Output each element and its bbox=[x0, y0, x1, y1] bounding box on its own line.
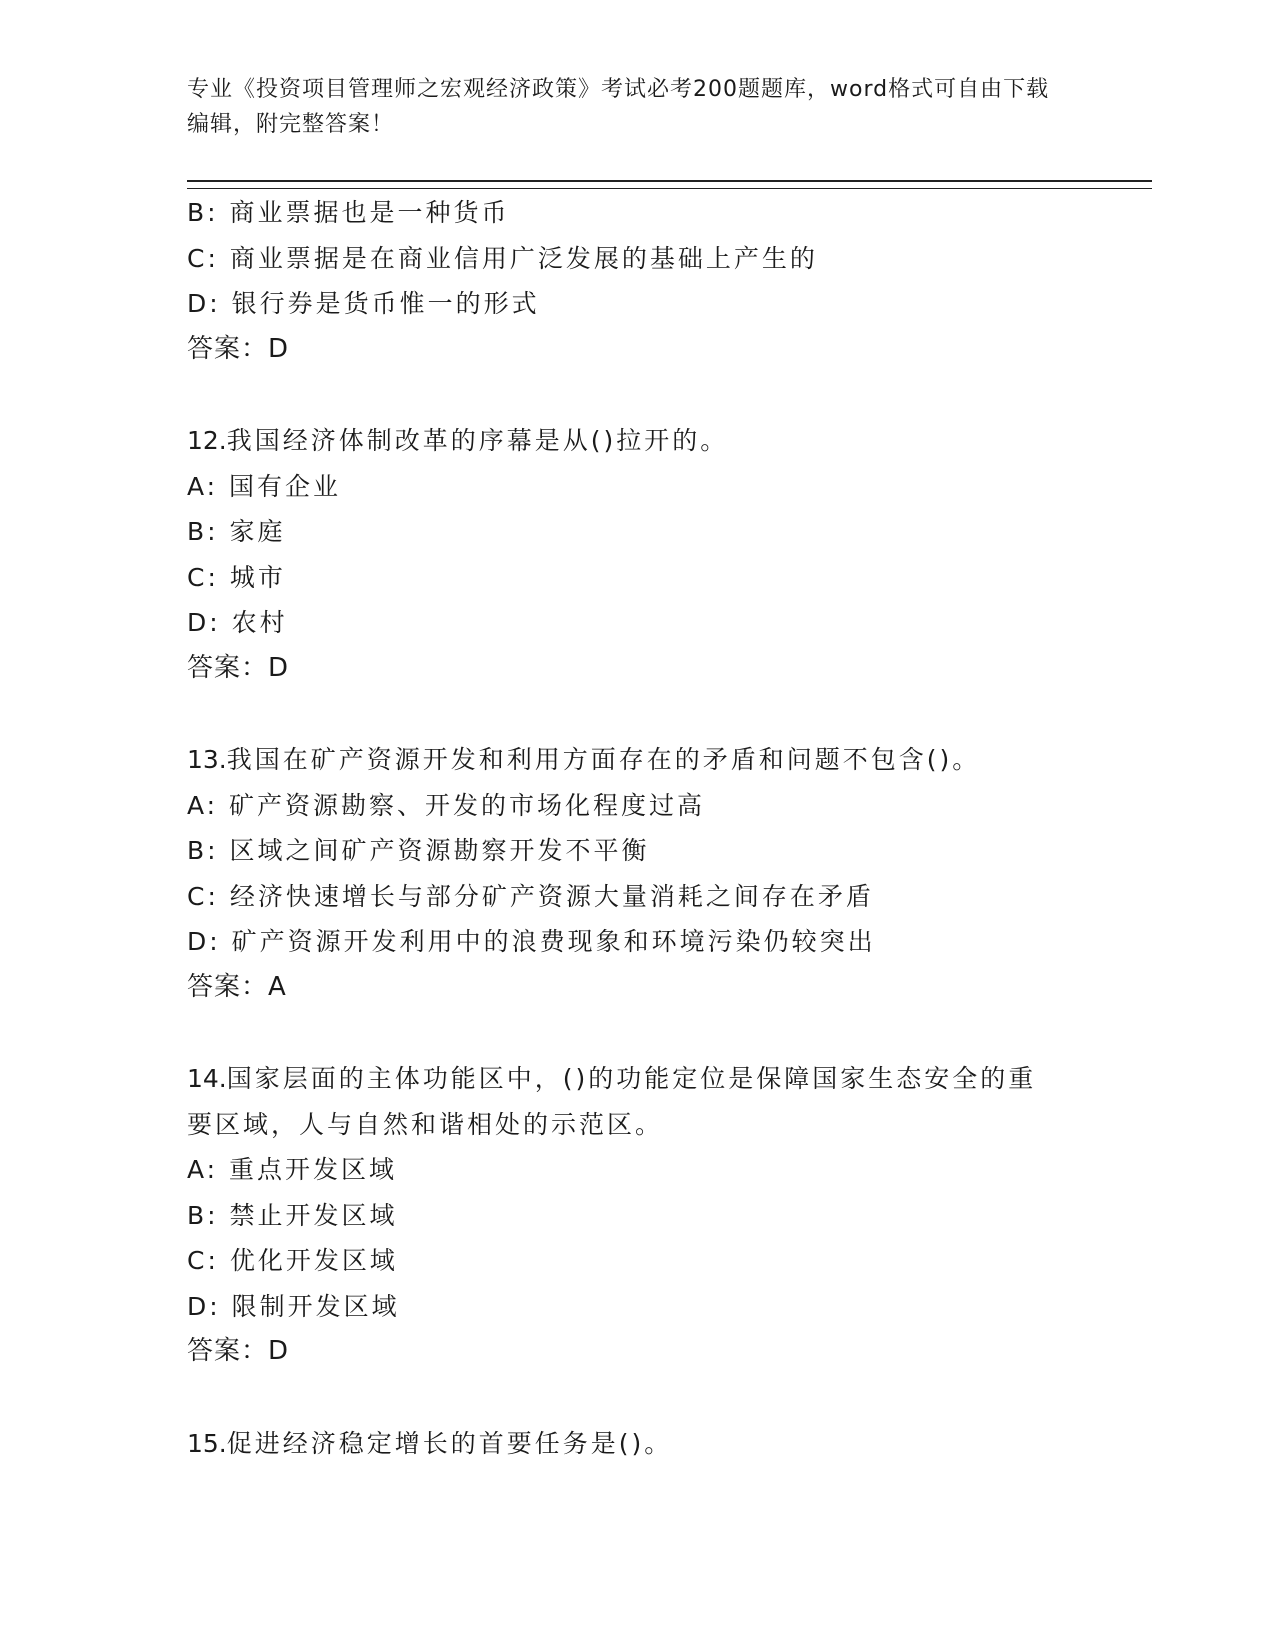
option-a bbox=[187, 783, 1107, 829]
option-letter: A: bbox=[187, 1155, 219, 1184]
option-text: 商业票据是在商业信用广泛发展的基础上产生的 bbox=[229, 243, 818, 273]
question-text: 促进经济稳定增长的首要任务是()。 bbox=[226, 1428, 673, 1458]
option-d bbox=[187, 1284, 1107, 1330]
answer-value: D bbox=[268, 1336, 290, 1366]
header-divider bbox=[187, 180, 1152, 189]
answer-line bbox=[187, 646, 1107, 692]
option-text: 矿产资源开发利用中的浪费现象和环境污染仍较突出 bbox=[231, 927, 876, 956]
spacer bbox=[187, 372, 1107, 418]
option-letter: C: bbox=[187, 562, 219, 592]
option-text: 农村 bbox=[231, 608, 288, 637]
answer-label: 答案： bbox=[187, 652, 269, 683]
answer-label: 答案： bbox=[187, 1336, 269, 1366]
option-d bbox=[187, 281, 1107, 327]
option-letter: B: bbox=[187, 198, 219, 227]
option-letter: A: bbox=[187, 471, 219, 501]
answer-line bbox=[187, 1329, 1107, 1375]
question-11-remainder bbox=[187, 190, 1107, 372]
spacer bbox=[187, 1010, 1107, 1056]
question-12 bbox=[187, 418, 1107, 691]
answer-line bbox=[187, 327, 1107, 373]
option-letter: D: bbox=[187, 927, 221, 956]
option-text: 经济快速增长与部分矿产资源大量消耗之间存在矛盾 bbox=[229, 881, 874, 911]
option-b bbox=[187, 190, 1107, 236]
option-text: 禁止开发区域 bbox=[229, 1200, 398, 1230]
answer-label: 答案： bbox=[187, 333, 269, 364]
answer-label: 答案： bbox=[187, 971, 269, 1002]
question-13 bbox=[187, 737, 1107, 1010]
option-d bbox=[187, 600, 1107, 646]
document-header bbox=[187, 72, 1067, 142]
option-text: 矿产资源勘察、开发的市场化程度过高 bbox=[229, 790, 706, 820]
option-letter: D: bbox=[187, 1291, 221, 1321]
option-d bbox=[187, 919, 1107, 965]
option-text: 家庭 bbox=[229, 517, 286, 546]
option-letter: C: bbox=[187, 243, 219, 273]
question-list bbox=[187, 190, 1107, 1466]
option-letter: D: bbox=[187, 289, 221, 318]
option-b bbox=[187, 828, 1107, 874]
spacer bbox=[187, 691, 1107, 737]
option-c bbox=[187, 555, 1107, 601]
option-text: 国有企业 bbox=[229, 471, 342, 501]
question-text: 我国在矿产资源开发和利用方面存在的矛盾和问题不包含()。 bbox=[226, 745, 981, 774]
question-text: 我国经济体制改革的序幕是从()拉开的。 bbox=[226, 426, 729, 455]
option-text: 区域之间矿产资源勘察开发不平衡 bbox=[229, 836, 650, 865]
question-text: 国家层面的主体功能区中，()的功能定位是保障国家生态安全的重要区域，人与自然和谐相处的示范区。 bbox=[187, 1064, 1037, 1139]
question-15 bbox=[187, 1421, 1107, 1467]
question-stem bbox=[187, 1056, 1057, 1147]
option-c bbox=[187, 1238, 1107, 1284]
answer-line bbox=[187, 965, 1107, 1011]
option-a bbox=[187, 1147, 1107, 1193]
answer-value: D bbox=[268, 652, 290, 683]
spacer bbox=[187, 1375, 1107, 1421]
option-letter: C: bbox=[187, 881, 219, 911]
answer-value: A bbox=[268, 971, 287, 1002]
answer-value: D bbox=[268, 333, 290, 364]
option-text: 限制开发区域 bbox=[231, 1291, 400, 1321]
question-stem bbox=[187, 418, 1107, 464]
question-number: 12. bbox=[187, 426, 227, 455]
option-text: 银行券是货币惟一的形式 bbox=[231, 289, 540, 318]
question-number: 13. bbox=[187, 745, 227, 774]
question-stem bbox=[187, 737, 1107, 783]
question-14 bbox=[187, 1056, 1107, 1375]
option-a bbox=[187, 464, 1107, 510]
option-text: 商业票据也是一种货币 bbox=[229, 198, 510, 227]
option-letter: D: bbox=[187, 608, 221, 637]
question-number: 15. bbox=[187, 1428, 227, 1458]
option-letter: B: bbox=[187, 1200, 219, 1230]
option-letter: B: bbox=[187, 517, 219, 546]
option-text: 优化开发区域 bbox=[229, 1246, 398, 1275]
option-text: 城市 bbox=[229, 562, 286, 592]
option-letter: A: bbox=[187, 790, 219, 820]
header-text: 专业《投资项目管理师之宏观经济政策》考试必考200题题库，word格式可自由下载编辑，附完整答案！ bbox=[187, 77, 1050, 137]
option-b bbox=[187, 1193, 1107, 1239]
option-letter: B: bbox=[187, 836, 219, 865]
question-number: 14. bbox=[187, 1064, 227, 1093]
option-c bbox=[187, 236, 1107, 282]
option-letter: C: bbox=[187, 1246, 219, 1275]
option-c bbox=[187, 874, 1107, 920]
option-text: 重点开发区域 bbox=[229, 1155, 398, 1184]
option-b bbox=[187, 509, 1107, 555]
question-stem bbox=[187, 1421, 1107, 1467]
